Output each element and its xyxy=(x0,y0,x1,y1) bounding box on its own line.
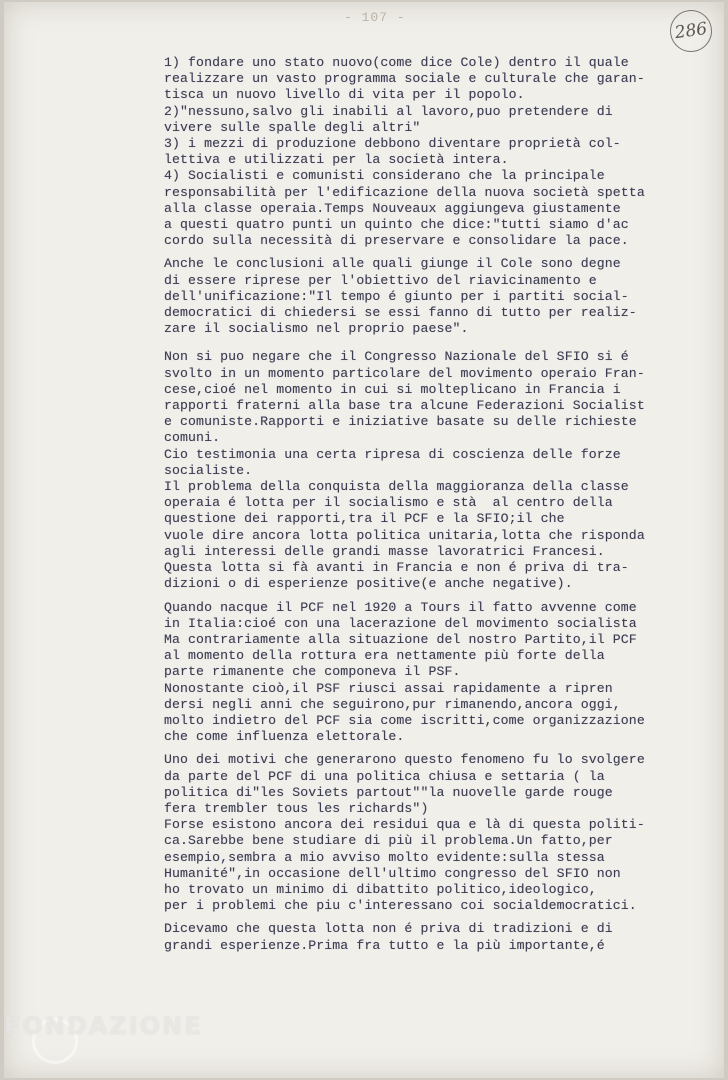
text-line: ca.Sarebbe bene studiare di più il problema.Un fatto,per xyxy=(164,833,613,849)
text-line: vuole dire ancora lotta politica unitaria,lotta che risponda xyxy=(164,527,645,543)
text-line: esempio,sembra a mio avviso molto evidente:sulla stessa xyxy=(164,849,605,865)
text-line: da parte del PCF di una politica chiusa e settaria ( la xyxy=(164,768,605,784)
text-line: Uno dei motivi che generarono questo fenomeno fu lo svolgere xyxy=(164,752,645,768)
text-line: parte rimanente che componeva il PSF. xyxy=(164,664,461,680)
text-line: agli interessi delle grandi masse lavoratrici Francesi. xyxy=(164,543,605,559)
text-line: responsabilità per l'edificazione della nuova società spetta xyxy=(164,184,645,200)
text-line: e comuniste.Rapporti e iniziative basate su delle richieste xyxy=(164,414,637,430)
document-page xyxy=(4,2,724,1078)
text-line: democratici di chiedersi se essi fanno di tutto per realiz- xyxy=(164,305,637,321)
text-line: molto indietro del PCF sia come iscritti,come organizzazione xyxy=(164,712,645,728)
text-line: 2)"nessuno,salvo gli inabili al lavoro,puo pretendere di xyxy=(164,103,613,119)
page-number: - 107 - xyxy=(344,10,406,25)
text-line: dizioni o di esperienze positive(e anche negative). xyxy=(164,576,573,592)
paragraph-sfio-congress xyxy=(164,349,712,592)
text-line: tisca un nuovo livello di vita per il popolo. xyxy=(164,87,525,103)
text-line: zare il socialismo nel proprio paese". xyxy=(164,321,469,337)
text-line: cordo sulla necessità di preservare e consolidare la pace. xyxy=(164,233,629,249)
text-line: dersi negli anni che seguirono,pur rimanendo,ancora oggi, xyxy=(164,696,621,712)
document-body xyxy=(164,55,712,954)
text-line: operaia é lotta per il socialismo e stà al centro della xyxy=(164,495,613,511)
text-line: Il problema della conquista della maggioranza della classe xyxy=(164,479,629,495)
paragraph-program-points xyxy=(164,55,712,249)
text-line: vivere sulle spalle degli altri" xyxy=(164,119,421,135)
text-line: 4) Socialisti e comunisti considerano che la principale xyxy=(164,168,605,184)
text-line: Anche le conclusioni alle quali giunge il Cole sono degne xyxy=(164,256,621,272)
text-line: Quando nacque il PCF nel 1920 a Tours il fatto avvenne come xyxy=(164,599,637,615)
text-line: lettiva e utilizzati per la società intera. xyxy=(164,152,509,168)
text-line: svolto in un momento particolare del movimento operaio Fran- xyxy=(164,365,645,381)
text-line: per i problemi che piu c'interessano coi socialdemocratici. xyxy=(164,898,637,914)
text-line: Ma contrariamente alla situazione del nostro Partito,il PCF xyxy=(164,631,637,647)
paragraph-sectarian-policy xyxy=(164,752,712,914)
text-line: di essere riprese per l'obiettivo del riavicinamento e xyxy=(164,272,597,288)
text-line: Questa lotta si fà avanti in Francia e non é priva di tra- xyxy=(164,560,629,576)
paragraph-cole-conclusions xyxy=(164,256,712,337)
text-line: che come influenza elettorale. xyxy=(164,729,405,745)
text-line: in Italia:cioé con una lacerazione del movimento socialista xyxy=(164,615,637,631)
text-line: Cio testimonia una certa ripresa di coscienza delle forze xyxy=(164,446,621,462)
text-line: questione dei rapporti,tra il PCF e la SFIO;il che xyxy=(164,511,565,527)
text-line: alla classe operaia.Temps Nouveaux aggiungeva giustamente xyxy=(164,200,621,216)
text-line: Humanité",in occasione dell'ultimo congresso del SFIO non xyxy=(164,865,621,881)
text-line: grandi esperienze.Prima fra tutto e la più importante,é xyxy=(164,937,605,953)
text-line: politica di"les Soviets partout""la nuovelle garde rouge xyxy=(164,784,613,800)
paragraph-pcf-origins xyxy=(164,600,712,746)
text-line: Forse esistono ancora dei residui qua e là di questa politi- xyxy=(164,817,645,833)
text-line: fera trembler tous les richards") xyxy=(164,800,429,816)
text-line: Non si puo negare che il Congresso Nazionale del SFIO si é xyxy=(164,349,629,365)
text-line: rapporti fraterni alla base tra alcune Federazioni Socialist xyxy=(164,398,645,414)
archive-stamp-number: 286 xyxy=(667,7,714,54)
text-line: Dicevamo che questa lotta non é priva di tradizioni e di xyxy=(164,921,613,937)
text-line: Nonostante cioò,il PSF riusci assai rapidamente a ripren xyxy=(164,680,613,696)
text-line: dell'unificazione:"Il tempo é giunto per i partiti social- xyxy=(164,288,629,304)
text-line: 1) fondare uno stato nuovo(come dice Cole) dentro il quale xyxy=(164,55,629,70)
text-line: al momento della rottura era nettamente più forte della xyxy=(164,648,605,664)
paragraph-traditions xyxy=(164,921,712,953)
text-line: comuni. xyxy=(164,430,221,446)
text-line: socialiste. xyxy=(164,462,253,478)
text-line: cese,cioé nel momento in cui si molteplicano in Francia i xyxy=(164,381,621,397)
text-line: ho trovato un minimo di dibattito politico,ideologico, xyxy=(164,881,597,897)
watermark-text: FONDAZIONE xyxy=(4,1012,203,1040)
text-line: a questi quatro punti un quinto che dice:"tutti siamo d'ac xyxy=(164,217,629,233)
text-line: realizzare un vasto programma sociale e culturale che garan- xyxy=(164,71,645,87)
text-line: 3) i mezzi di produzione debbono diventare proprietà col- xyxy=(164,136,621,152)
